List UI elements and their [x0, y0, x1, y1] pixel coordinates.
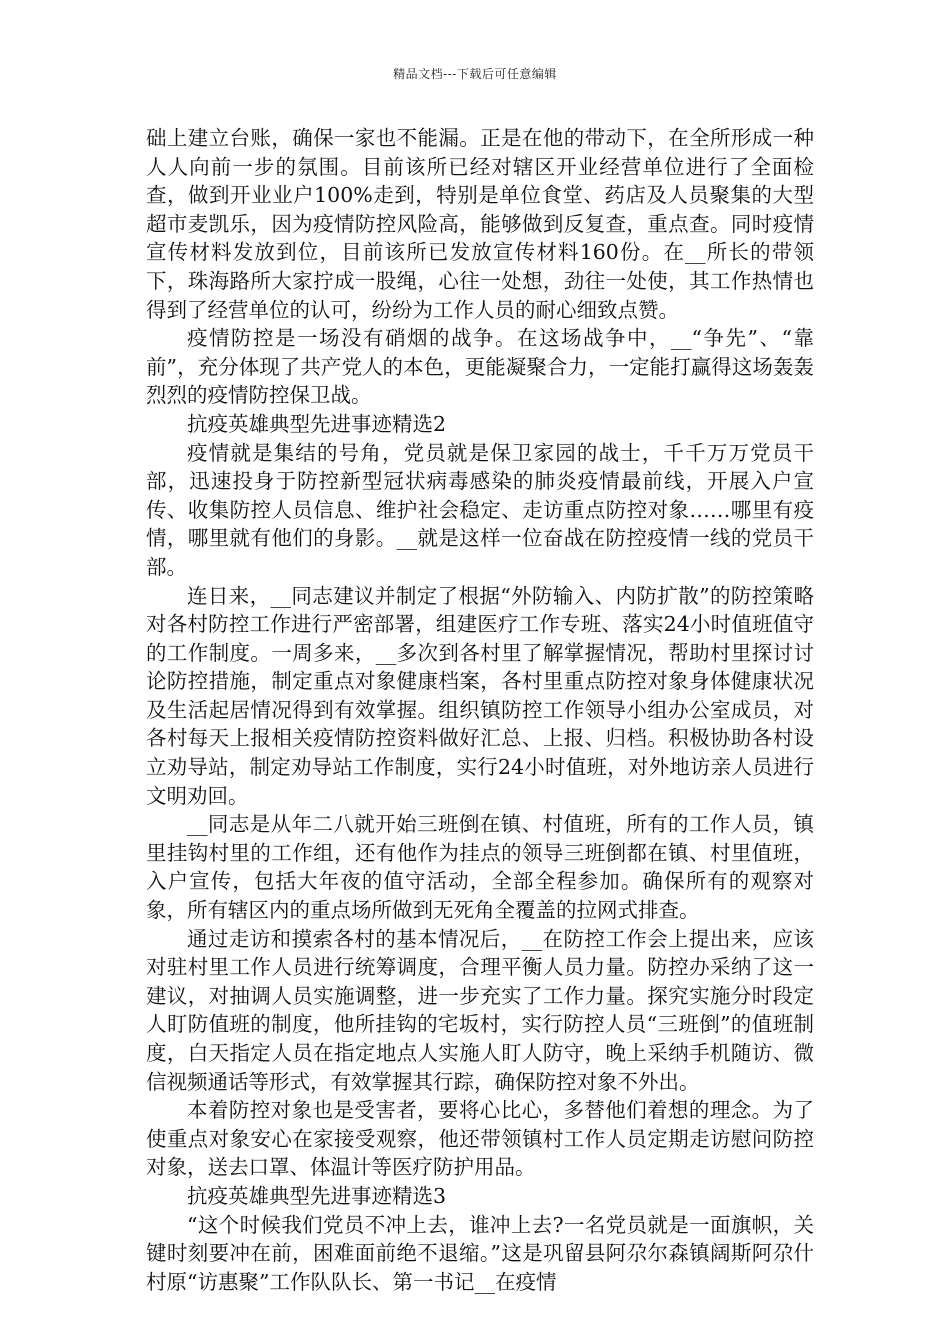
- paragraph: “这个时候我们党员不冲上去，谁冲上去?一名党员就是一面旗帜，关键时刻要冲在前，困难面前绝不退缩。”这是巩留县阿尕尔森镇阔斯阿尕什村原“访惠聚”工作队队长、第一书记__在疫情: [146, 1212, 814, 1294]
- document-body: [146, 124, 814, 1296]
- section-heading-3: 抗疫英雄典型先进事迹精选3: [187, 1183, 447, 1208]
- paragraph-continuation: 础上建立台账，确保一家也不能漏。正是在他的带动下，在全所形成一种人人向前一步的氛围。目前该所已经对辖区开业经营单位进行了全面检查，做到开业业户100%走到，特别是单位食堂、药店及人员聚集的大型超市麦凯乐，因为疫情防控风险高，能够做到反复查，重点查。同时疫情宣传材料发放到位，目前该所已发放宣传材料160份。在__所长的带领下，珠海路所大家拧成一股绳，心往一处想，劲往一处使，其工作热情也得到了经营单位的认可，纷纷为工作人员的耐心细致点赞。: [146, 126, 814, 322]
- paragraph-conclusion: 疫情防控是一场没有硝烟的战争。在这场战争中，__“争先”、“靠前”，充分体现了共产党人的本色，更能凝聚合力，一定能打赢得这场轰轰烈烈的疫情防控保卫战。: [146, 326, 814, 408]
- paragraph: 疫情就是集结的号角，党员就是保卫家园的战士，千千万万党员干部，迅速投身于防控新型冠状病毒感染的肺炎疫情最前线，开展入户宣传、收集防控人员信息、维护社会稳定、走访重点防控对象……哪里有疫情，哪里就有他们的身影。__就是这样一位奋战在防控疫情一线的党员干部。: [146, 440, 814, 579]
- paragraph: 连日来，__同志建议并制定了根据“外防输入、内防扩散”的防控策略对各村防控工作进行严密部署，组建医疗工作专班、落实24小时值班值守的工作制度。一周多来，__多次到各村里了解掌握情况，帮助村里探讨讨论防控措施，制定重点对象健康档案，各村里重点防控对象身体健康状况及生活起居情况得到有效掌握。组织镇防控工作领导小组办公室成员，对各村每天上报相关疫情防控资料做好汇总、上报、归档。积极协助各村设立劝导站，制定劝导站工作制度，实行24小时值班，对外地访亲人员进行文明劝回。: [146, 583, 814, 808]
- paragraph: 本着防控对象也是受害者，要将心比心，多替他们着想的理念。为了使重点对象安心在家接受观察，他还带领镇村工作人员定期走访慰问防控对象，送去口罩、体温计等医疗防护用品。: [146, 1098, 814, 1180]
- page-header: 精品文档---下载后可任意编辑: [393, 67, 557, 81]
- paragraph: __同志是从年二八就开始三班倒在镇、村值班，所有的工作人员，镇里挂钩村里的工作组，还有他作为挂点的领导三班倒都在镇、村里值班，入户宣传，包括大年夜的值守活动，全部全程参加。确保所有的观察对象，所有辖区内的重点场所做到无死角全覆盖的拉网式排查。: [146, 812, 814, 923]
- section-heading-2: 抗疫英雄典型先进事迹精选2: [187, 411, 447, 436]
- paragraph: 通过走访和摸索各村的基本情况后，__在防控工作会上提出来，应该对驻村里工作人员进行统筹调度，合理平衡人员力量。防控办采纳了这一建议，对抽调人员实施调整，进一步充实了工作力量。探究实施分时段定人盯防值班的制度，他所挂钩的宅坂村，实行防控人员“三班倒”的值班制度，白天指定人员在指定地点人实施人盯人防守，晚上采纳手机随访、微信视频通话等形式，有效掌握其行踪，确保防控对象不外出。: [146, 926, 814, 1094]
